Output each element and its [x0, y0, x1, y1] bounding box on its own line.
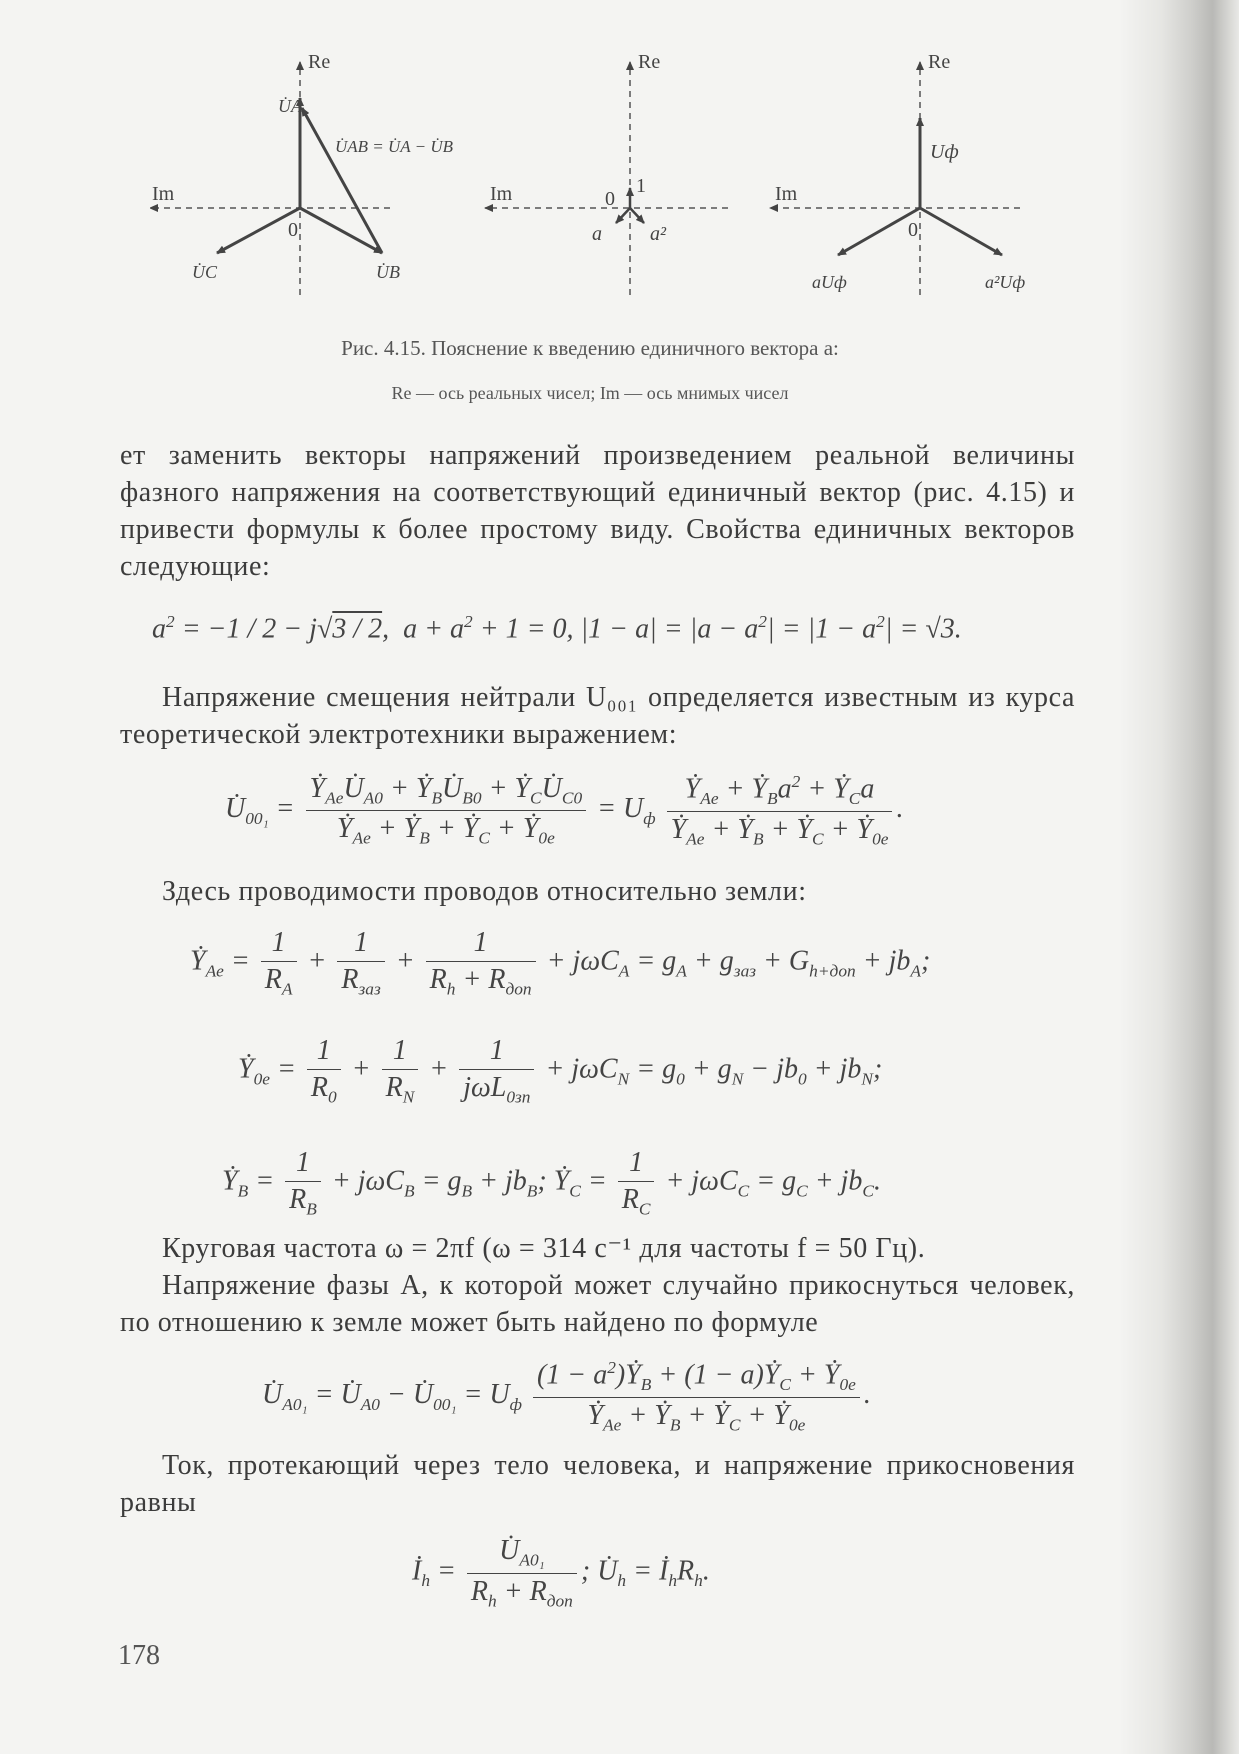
- p1-uab-label: U̇AB = U̇A − U̇B: [335, 137, 454, 156]
- formula-yb-yc: Ẏ$_B$ = $\frac{1}{R_B}$ + $j\omega C_B = g_B + jb_B$; Ẏ$_C$ = $\frac{1}{R_C}$ + $j\omega C_C = g_C + jb_C$.: [222, 1147, 881, 1219]
- p2-re-label: Re: [638, 51, 661, 73]
- paragraph-3: Здесь проводимости проводов относительно земли:: [162, 876, 807, 907]
- figure-caption-line2: Re — ось реальных чисел; Im — ось мнимых чисел: [391, 383, 789, 403]
- p3-im-label: Im: [775, 183, 798, 205]
- paragraph-5: Напряжение фазы A, к которой может случайно прикоснуться человек, по отношению к земле может быть найдено по формуле: [120, 1270, 1075, 1338]
- paragraph-2: Напряжение смещения нейтрали U₀₀₁ определяется известным из курса теоретической электротехники выражением:: [120, 682, 1075, 750]
- figure-caption-line1: Рис. 4.15. Пояснение к введению единичного вектора a:: [341, 336, 839, 360]
- vector-diagrams-svg: [150, 40, 1080, 310]
- formula-ua01: $U̇_{A0_1}$ = $U̇_{A0}$ − $U̇_{00_1} = U_ф$ $\frac{(1 - a^2)Ẏ_B + (1 - a)Ẏ_C + Ẏ_{0e}}{Ẏ_{Ae} + Ẏ_B + Ẏ_C + Ẏ_{0e}}$ .: [262, 1358, 871, 1435]
- formula-current-voltage: $İ_h$ = $\frac{U̇_{A0_1}}{R_h + R_{доп}}$ ; $U̇_h$ = $İ_hR_h$.: [412, 1535, 710, 1611]
- p3-zero-label: 0: [908, 219, 918, 241]
- p2-zero-label: 0: [605, 188, 615, 210]
- p3-re-label: Re: [928, 51, 951, 73]
- paragraph-4: Круговая частота ω = 2πf (ω = 314 с⁻¹ для частоты f = 50 Гц).: [162, 1233, 926, 1264]
- p3-a2uf-label: a²Uф: [985, 272, 1026, 292]
- p1-zero-label: 0: [288, 219, 298, 241]
- p1-uc-label: U̇C: [192, 262, 218, 282]
- p1-ub-label: U̇B: [376, 262, 400, 282]
- paragraph-1: ет заменить векторы напряжений произведением реальной величины фазного напряжения на соответствующий единичный вектор (рис. 4.15) и привести формулы к более простому виду. Свойства единичных векторов следующие:: [120, 440, 1075, 582]
- formula-yae: Ẏ$_{Ae}$ = $\frac{1}{R_A}$ + $\frac{1}{R_{зaз}}$ + $\frac{1}{R_h + R_{доп}}$ + $j\omega C_A = g_A + g_{зaз} + G_{h+доп} + jb_A$;: [190, 927, 931, 999]
- p3-uf-label: Uф: [930, 141, 959, 163]
- formula-neutral-displacement: $U̇_{00_1}$ = $\frac{Ẏ_{Ae}U̇_{A0} + Ẏ_BU̇_{B0} + Ẏ_CU̇_{C0}}{Ẏ_{Ae} + Ẏ_B + Ẏ_C + Ẏ_{0e}}$ = $U_ф$ $\frac{Ẏ_{Ae} + Ẏ_Ba^2 + Ẏ_Ca}{Ẏ_{Ae} + Ẏ_B + Ẏ_C + Ẏ_{0e}}$ .: [225, 772, 904, 849]
- page-edge-shadow: [1119, 0, 1239, 1754]
- p1-re-label: Re: [308, 51, 331, 73]
- p1-im-label: Im: [152, 183, 175, 205]
- p2-a2-label: a²: [650, 223, 666, 245]
- p1-ua-label: U̇A: [278, 96, 302, 116]
- p2-im-label: Im: [490, 183, 513, 205]
- p2-one-label: 1: [636, 175, 646, 197]
- formula-unit-vector-properties: $a^2 = -1 / 2 - j√3 / 2$, $a + a^2 + 1 = 0$, $|1 - a| = |a - a^2| = |1 - a^2| = √3$.: [152, 612, 962, 645]
- formula-y0e: Ẏ$_{0e}$ = $\frac{1}{R_0}$ + $\frac{1}{R_N}$ + $\frac{1}{j\omega L_{0зп}}$ + $j\omega C_N = g_0 + g_N - jb_0 + jb_N$;: [238, 1035, 883, 1107]
- paragraph-6: Ток, протекающий через тело человека, и напряжение прикосновения равны: [120, 1450, 1075, 1518]
- p3-auf-label: aUф: [812, 272, 847, 292]
- page-number: 178: [118, 1640, 160, 1671]
- vector-diagrams-figure: [150, 40, 1080, 310]
- p2-a-label: a: [592, 223, 602, 245]
